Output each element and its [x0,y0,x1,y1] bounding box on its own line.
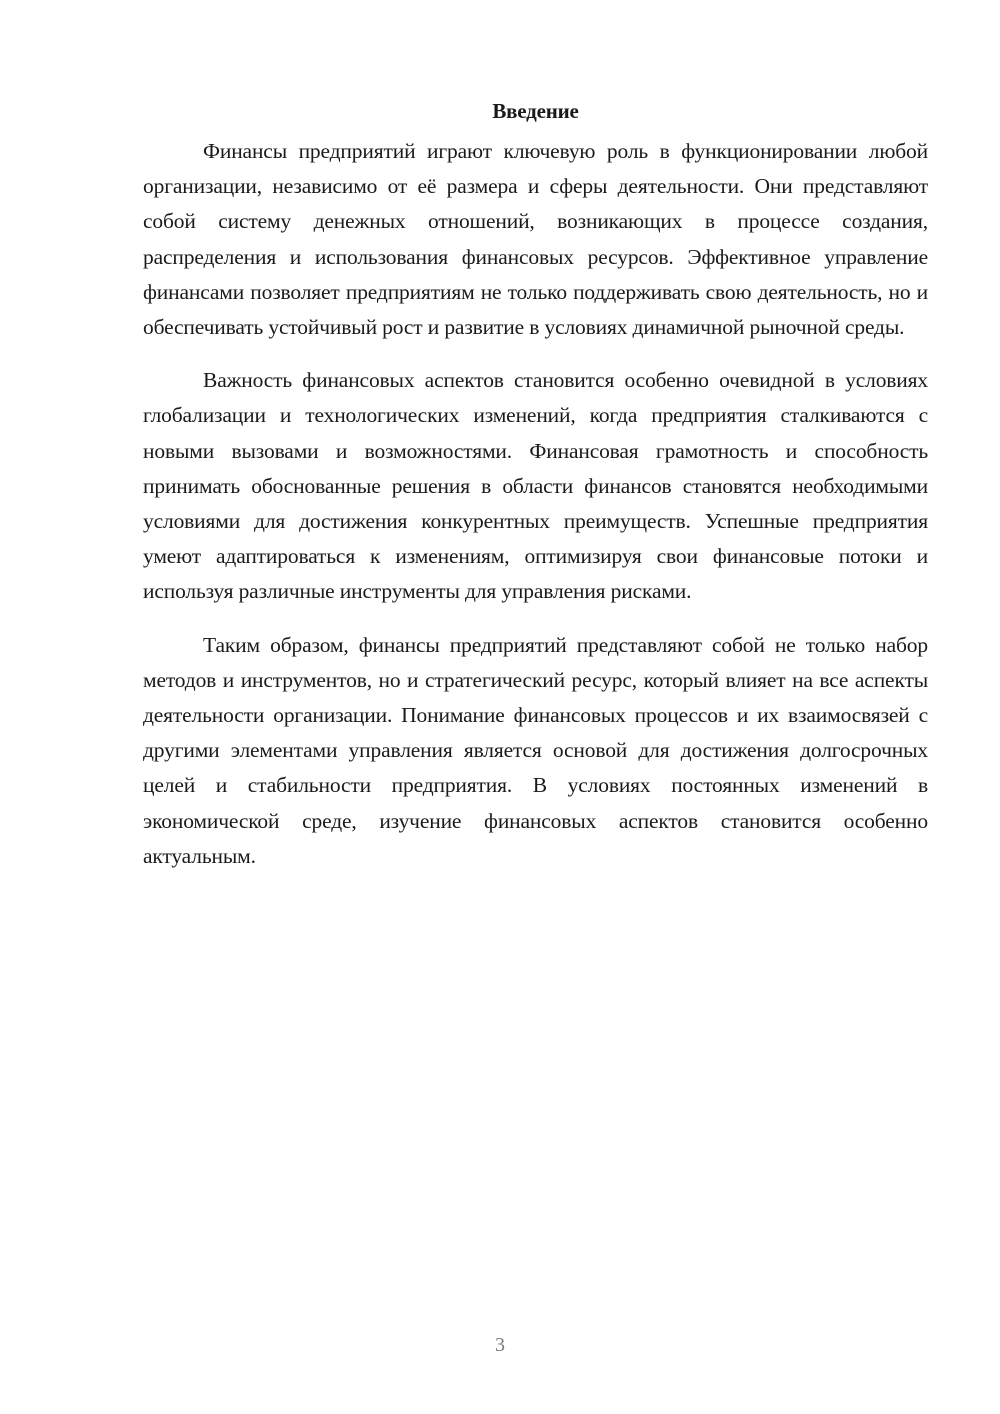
document-page [143,96,928,892]
page-number: 3 [495,1334,505,1356]
paragraph-2: Важность финансовых аспектов становится особенно очевидной в условиях глобализации и технологических изменений, когда предприятия сталкиваются с новыми вызовами и возможностями. Финансовая грамотность и способность принимать обоснованные решения в области финансов становятся необходимыми условиями для достижения конкурентных преимуществ. Успешные предприятия умеют адаптироваться к изменениям, оптимизируя свои финансовые потоки и используя различные инструменты для управления рисками. [143,368,928,604]
paragraph-3: Таким образом, финансы предприятий представляют собой не только набор методов и инструментов, но и стратегический ресурс, который влияет на все аспекты деятельности организации. Понимание финансовых процессов и их взаимосвязей с другими элементами управления является основой для достижения долгосрочных целей и стабильности предприятия. В условиях постоянных изменений в экономической среде, изучение финансовых аспектов становится особенно актуальным. [143,632,928,868]
paragraph-1: Финансы предприятий играют ключевую роль в функционировании любой организации, независимо от её размера и сферы деятельности. Они представляют собой систему денежных отношений, возникающих в процессе создания, распределения и использования финансовых ресурсов. Эффективное управление финансами позволяет предприятиям не только поддерживать свою деятельность, но и обеспечивать устойчивый рост и развитие в условиях динамичной рыночной среды. [143,139,928,340]
section-title: Введение [492,99,579,123]
